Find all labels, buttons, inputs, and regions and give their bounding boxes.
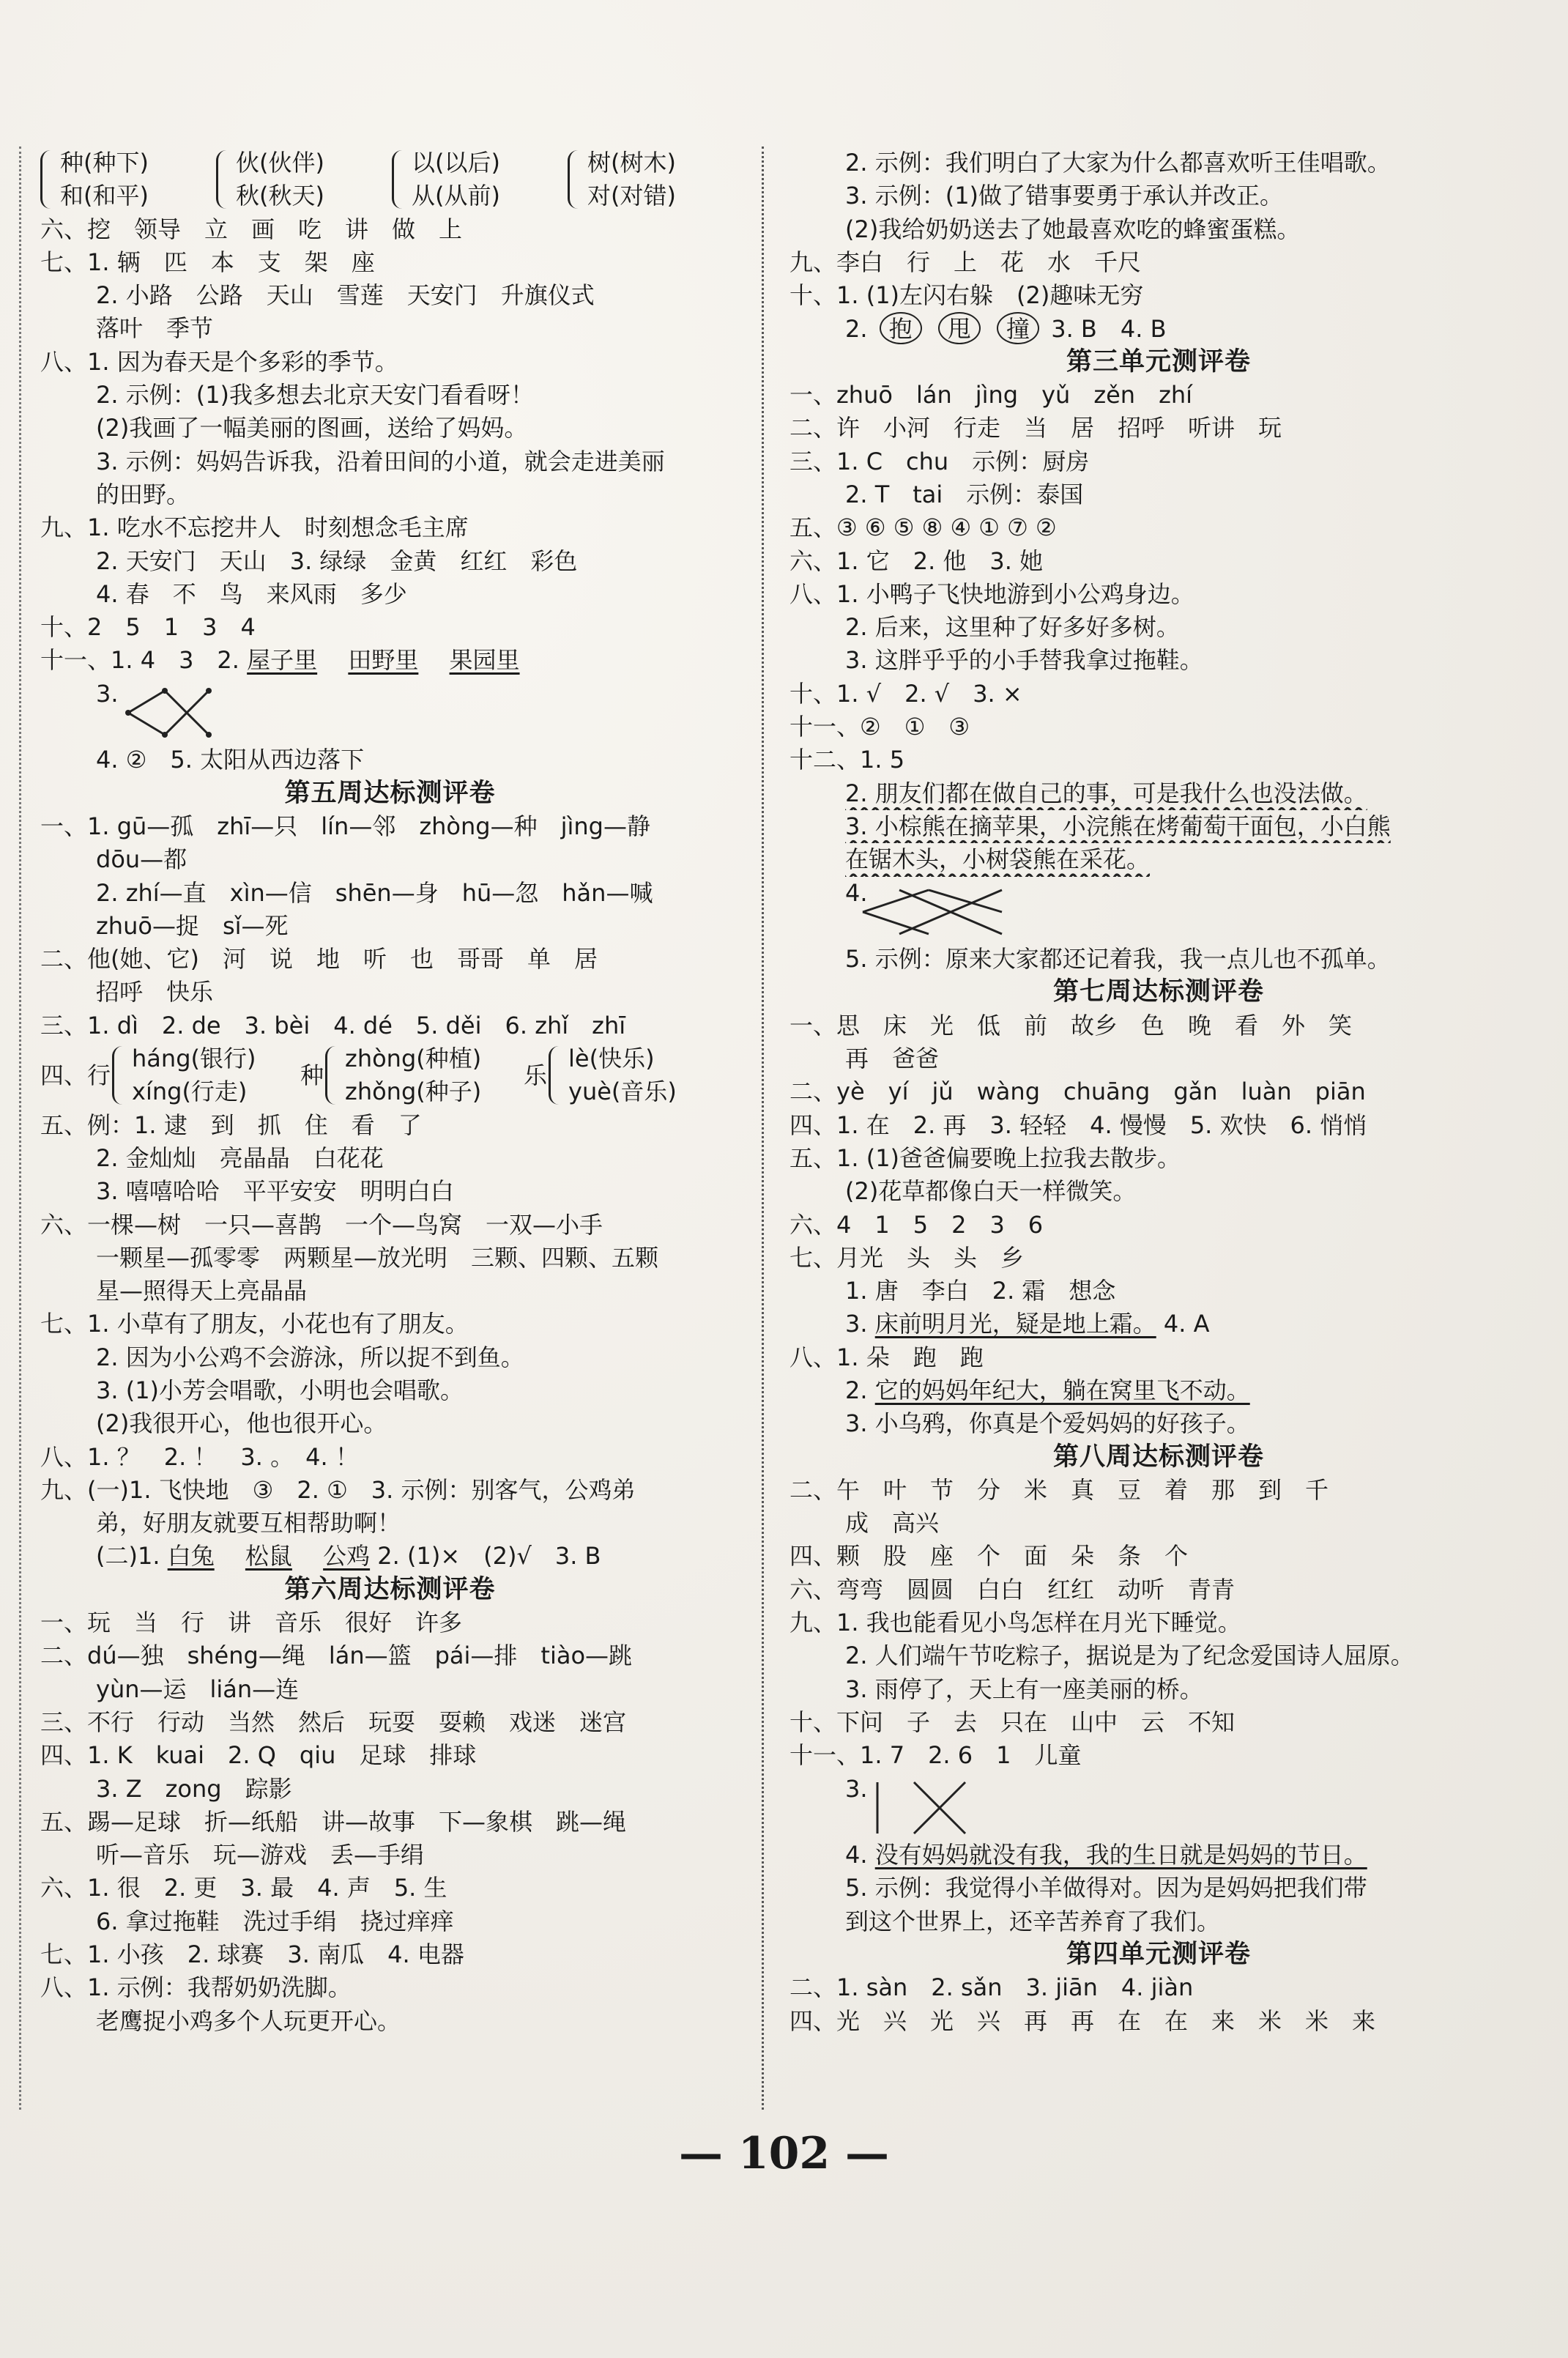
answer-line (789, 1374, 1528, 1407)
underlined-answer: 田野里 (348, 646, 419, 675)
answer-line: 2. 因为小公鸡不会游泳，所以捉不到鱼。 (96, 1343, 524, 1371)
circled-answer: 撞 (997, 312, 1039, 344)
matching-diagram (789, 1773, 1528, 1839)
brace-icon (325, 1046, 341, 1105)
wavy-underlined-answer: 3. 小棕熊在摘苹果，小浣熊在烤葡萄干面包，小白熊 (845, 812, 1391, 840)
left-column (40, 147, 740, 2124)
answer-line (789, 777, 1528, 810)
underlined-answer: 松鼠 (245, 1542, 292, 1571)
answer-line: 二、午 叶 节 分 米 真 豆 着 那 到 千 (789, 1475, 1329, 1504)
answer-line: 3. Z zong 踪影 (96, 1774, 292, 1803)
brace-icon (392, 150, 407, 209)
char-pair-top: 以(以后) (412, 149, 500, 177)
answer-text: 3. B 4. B (1051, 315, 1167, 344)
char-pair (216, 147, 324, 213)
answer-line: 2. 示例：(1)我多想去北京天安门看看呀！ (96, 381, 535, 409)
char-pair-row (40, 147, 740, 213)
circled-answer: 甩 (938, 312, 981, 344)
polyphone-group (300, 1042, 481, 1109)
wavy-underlined-answer: 2. 朋友们都在做自己的事，可是我什么也没法做。 (845, 779, 1367, 807)
section-title: 第六周达标测评卷 (284, 1574, 496, 1604)
answer-text: (二)1. (96, 1542, 160, 1571)
answer-line: 一、zhuō lán jìng yǔ zěn zhí (789, 381, 1193, 409)
answer-line: 5. 示例：原来大家都还记着我，我一点儿也不孤单。 (845, 945, 1391, 974)
answer-line: 十、1. √ 2. √ 3. × (789, 679, 1022, 708)
answer-line: 六、4 1 5 2 3 6 (789, 1210, 1044, 1239)
answer-line: 2. 后来，这里种了好多好多树。 (845, 613, 1180, 642)
answer-line: 十、下问 子 去 只在 山中 云 不知 (789, 1708, 1236, 1736)
answer-line: 四、1. K kuai 2. Q qiu 足球 排球 (40, 1741, 477, 1770)
brace-icon (568, 150, 583, 209)
answer-text: 4. A (1163, 1310, 1210, 1338)
answer-line: 十、2 5 1 3 4 (40, 613, 256, 642)
answer-line: dōu—都 (96, 845, 187, 874)
answer-line: 八、1. 示例：我帮奶奶洗脚。 (40, 1973, 352, 2002)
underlined-answer: 没有妈妈就没有我，我的生日就是妈妈的节日。 (874, 1841, 1367, 1869)
polyphone-group (40, 1042, 256, 1109)
char-pair-top: 树(树木) (587, 149, 676, 177)
answer-line (789, 843, 1528, 876)
answer-text: 2. (1)× (2)√ 3. B (377, 1542, 601, 1571)
answer-line: 再 爸爸 (845, 1045, 940, 1073)
answer-line: 的田野。 (96, 480, 190, 508)
char-pair (568, 147, 676, 213)
char-pair-bottom: 对(对错) (587, 182, 676, 210)
answer-line: 六、一棵—树 一只—喜鹊 一个—鸟窝 一双—小手 (40, 1210, 603, 1239)
answer-line: 老鹰捉小鸡多个人玩更开心。 (96, 2006, 401, 2035)
answer-line (40, 644, 740, 677)
answer-line: 九、李白 行 上 花 水 千尺 (789, 248, 1142, 276)
section-title: 第五周达标测评卷 (284, 778, 496, 808)
answer-line: 6. 拿过拖鞋 洗过手绢 挠过痒痒 (96, 1907, 454, 1935)
answer-line: 2. 示例：我们明白了大家为什么都喜欢听王佳唱歌。 (845, 149, 1391, 177)
answer-line: 2. 天安门 天山 3. 绿绿 金黄 红红 彩色 (96, 546, 578, 575)
connect-lines-diagram (870, 1779, 987, 1837)
brace-icon (216, 150, 231, 209)
underlined-answer: 屋子里 (247, 646, 318, 675)
brace-icon (549, 1046, 564, 1105)
answer-text: 十一、1. 4 3 2. (40, 646, 239, 675)
answer-line: 招呼 快乐 (96, 978, 214, 1006)
answer-line: 听—音乐 玩—游戏 丢—手绢 (96, 1841, 425, 1869)
polyphone-group (524, 1042, 677, 1109)
left-dotted-border (19, 147, 21, 2110)
column-divider (762, 147, 764, 2110)
answer-line: 三、1. C chu 示例：厨房 (789, 447, 1090, 475)
section-title: 第四单元测评卷 (1066, 1940, 1251, 1970)
answer-line: 3. (1)小芳会唱歌，小明也会唱歌。 (96, 1376, 464, 1404)
page-number: — 102 — (678, 2128, 890, 2179)
answer-line: 成 高兴 (845, 1509, 940, 1538)
answer-line: 八、1. 小鸭子飞快地游到小公鸡身边。 (789, 579, 1194, 608)
brace-icon (112, 1046, 127, 1105)
polyphone-char: 四、行 (40, 1061, 111, 1089)
circled-answer: 抱 (880, 312, 922, 344)
question-number: 4. (845, 878, 868, 907)
answer-line: 3. 嘻嘻哈哈 平平安安 明明白白 (96, 1177, 454, 1206)
answer-line: 八、1. 因为春天是个多彩的季节。 (40, 347, 398, 376)
answer-line: 五、1. (1)爸爸偏要晚上拉我去散步。 (789, 1143, 1181, 1172)
answer-line: 3. 示例：妈妈告诉我，沿着田间的小道，就会走进美丽 (96, 447, 665, 475)
answer-line: 七、月光 头 头 乡 (789, 1243, 1025, 1272)
brace-icon (40, 150, 56, 209)
answer-line: 星—照得天上亮晶晶 (96, 1277, 308, 1305)
char-pair-bottom: 从(从前) (412, 182, 500, 210)
answer-line: 八、1. ？ 2. ！ 3. 。 4. ！ (40, 1442, 359, 1471)
polyphone-reading: zhòng(种植) (345, 1045, 482, 1073)
question-number: 2. (845, 315, 868, 344)
section-title: 第八周达标测评卷 (1052, 1442, 1264, 1472)
polyphone-reading: yuè(音乐) (568, 1078, 677, 1106)
answer-line: 八、1. 朵 跑 跑 (789, 1343, 984, 1371)
polyphone-reading: lè(快乐) (568, 1045, 655, 1073)
answer-line: 到这个世界上，还辛苦养育了我们。 (845, 1907, 1221, 1935)
polyphone-row (40, 1042, 740, 1109)
answer-line: 5. 示例：我觉得小羊做得对。因为是妈妈把我们带 (845, 1874, 1367, 1902)
answer-line: 2. T tai 示例：泰国 (845, 480, 1084, 508)
answer-line: zhuō—捉 sǐ—死 (96, 911, 289, 940)
answer-line: 七、1. 辆 匹 本 支 架 座 (40, 248, 375, 276)
wavy-underlined-answer: 在锯木头，小树袋熊在采花。 (845, 845, 1151, 874)
answer-line: 九、1. 我也能看见小鸟怎样在月光下睡觉。 (789, 1609, 1241, 1637)
answer-line: 七、1. 小草有了朋友，小花也有了朋友。 (40, 1310, 469, 1338)
answer-line (40, 1540, 740, 1573)
matching-diagram (40, 678, 740, 744)
answer-line: 二、yè yí jǔ wàng chuāng gǎn luàn piān (789, 1078, 1366, 1106)
answer-line: 四、光 兴 光 兴 再 再 在 在 来 米 米 来 (789, 2006, 1376, 2035)
answer-line: 五、③ ⑥ ⑤ ⑧ ④ ① ⑦ ② (789, 514, 1057, 542)
answer-line: 2. 人们端午节吃粽子，据说是为了纪念爱国诗人屈原。 (845, 1642, 1414, 1670)
answer-line: (2)花草都像白天一样微笑。 (845, 1177, 1137, 1206)
answer-line: 3. 小乌鸦，你真是个爱妈妈的好孩子。 (845, 1409, 1250, 1438)
answer-line: 2. zhí—直 xìn—信 shēn—身 hū—忽 hǎn—喊 (96, 878, 653, 907)
answer-line: 落叶 季节 (96, 314, 214, 343)
question-number: 3. (845, 1310, 868, 1338)
polyphone-char: 种 (300, 1061, 324, 1089)
matching-diagram (789, 877, 1528, 943)
answer-line: 五、例：1. 逮 到 抓 住 看 了 (40, 1111, 422, 1139)
answer-line: 一颗星—孤零零 两颗星—放光明 三颗、四颗、五颗 (96, 1243, 659, 1272)
char-pair (40, 147, 149, 213)
answer-line: (2)我很开心，他也很开心。 (96, 1409, 387, 1438)
polyphone-reading: háng(银行) (132, 1045, 256, 1073)
answer-line: 四、颗 股 座 个 面 朵 条 个 (789, 1542, 1189, 1571)
answer-line: 一、玩 当 行 讲 音乐 很好 许多 (40, 1609, 463, 1637)
answer-line: 三、不行 行动 当然 然后 玩耍 耍赖 戏迷 迷宫 (40, 1708, 627, 1736)
underlined-answer: 白兔 (167, 1542, 215, 1571)
char-pair-bottom: 和(和平) (60, 182, 149, 210)
polyphone-char: 乐 (524, 1061, 548, 1089)
question-number: 3. (845, 1774, 868, 1803)
answer-line: yùn—运 lián—连 (96, 1675, 300, 1703)
answer-line: 二、1. sàn 2. sǎn 3. jiān 4. jiàn (789, 1973, 1194, 2002)
answer-line: 六、挖 领导 立 画 吃 讲 做 上 (40, 215, 463, 243)
answer-line: 1. 唐 李白 2. 霜 想念 (845, 1277, 1116, 1305)
answer-line: 九、(一)1. 飞快地 ③ 2. ① 3. 示例：别客气，公鸡弟 (40, 1475, 636, 1504)
question-number: 4. (845, 1841, 868, 1869)
answer-line: 六、1. 很 2. 更 3. 最 4. 声 5. 生 (40, 1874, 447, 1902)
polyphone-reading: zhǒng(种子) (345, 1078, 482, 1106)
answer-line: 一、思 床 光 低 前 故乡 色 晚 看 外 笑 (789, 1011, 1353, 1039)
answer-line: 3. 雨停了，天上有一座美丽的桥。 (845, 1675, 1203, 1703)
char-pair-top: 种(种下) (60, 149, 149, 177)
answer-line: (2)我给奶奶送去了她最喜欢吃的蜂蜜蛋糕。 (845, 215, 1301, 243)
answer-line (789, 1839, 1528, 1872)
answer-line: 2. 金灿灿 亮晶晶 白花花 (96, 1143, 384, 1172)
question-number: 2. (845, 1376, 868, 1404)
right-column (789, 147, 1528, 2124)
answer-line: 3. 示例：(1)做了错事要勇于承认并改正。 (845, 182, 1284, 210)
answer-line: 四、1. 在 2. 再 3. 轻轻 4. 慢慢 5. 欢快 6. 悄悄 (789, 1111, 1367, 1139)
answer-line: 九、1. 吃水不忘挖井人 时刻想念毛主席 (40, 514, 469, 542)
answer-line: 3. 这胖乎乎的小手替我拿过拖鞋。 (845, 646, 1203, 675)
answer-line: 六、1. 它 2. 他 3. 她 (789, 546, 1044, 575)
answer-line: 弟，好朋友就要互相帮助啊！ (96, 1509, 401, 1538)
answer-line: 一、1. gū—孤 zhī—只 lín—邻 zhòng—种 jìng—静 (40, 812, 650, 840)
answer-line: (2)我画了一幅美丽的图画，送给了妈妈。 (96, 414, 528, 442)
answer-line: 十一、② ① ③ (789, 713, 970, 741)
answer-line: 二、许 小河 行走 当 居 招呼 听讲 玩 (789, 414, 1282, 442)
polyphone-reading: xíng(行走) (132, 1078, 248, 1106)
connect-lines-diagram (121, 683, 238, 742)
underlined-answer: 它的妈妈年纪大，躺在窝里飞不动。 (874, 1376, 1250, 1404)
section-title: 第七周达标测评卷 (1052, 977, 1264, 1007)
char-pair-top: 伙(伙伴) (236, 149, 324, 177)
answer-line: 二、dú—独 shéng—绳 lán—篮 pái—排 tiào—跳 (40, 1642, 633, 1670)
answer-line: 十二、1. 5 (789, 746, 905, 774)
underlined-answer: 公鸡 (323, 1542, 371, 1571)
underlined-answer: 果园里 (449, 646, 520, 675)
answer-line (789, 810, 1528, 843)
question-number: 3. (96, 679, 119, 708)
char-pair (392, 147, 500, 213)
answer-line: 三、1. dì 2. de 3. bèi 4. dé 5. děi 6. zhǐ zhī (40, 1011, 626, 1039)
answer-line: 六、弯弯 圆圆 白白 红红 动听 青青 (789, 1575, 1236, 1603)
answer-line: 十一、1. 7 2. 6 1 儿童 (789, 1741, 1082, 1770)
answer-line (789, 1308, 1528, 1341)
section-title: 第三单元测评卷 (1066, 346, 1251, 377)
connect-lines-diagram (855, 883, 1017, 941)
answer-line: 七、1. 小孩 2. 球赛 3. 南瓜 4. 电器 (40, 1940, 464, 1969)
answer-line: 五、踢—足球 折—纸船 讲—故事 下—象棋 跳—绳 (40, 1807, 627, 1836)
answer-line: 十、1. (1)左闪右躲 (2)趣味无穷 (789, 281, 1144, 310)
answer-line: 4. ② 5. 太阳从西边落下 (96, 746, 365, 774)
answer-line: 二、他(她、它) 河 说 地 听 也 哥哥 单 居 (40, 945, 598, 974)
underlined-answer: 床前明月光，疑是地上霜。 (874, 1310, 1156, 1338)
answer-line: 2. 小路 公路 天山 雪莲 天安门 升旗仪式 (96, 281, 595, 310)
char-pair-bottom: 秋(秋天) (236, 182, 324, 210)
answer-line (789, 312, 1528, 345)
answer-line: 4. 春 不 鸟 来风雨 多少 (96, 579, 407, 608)
